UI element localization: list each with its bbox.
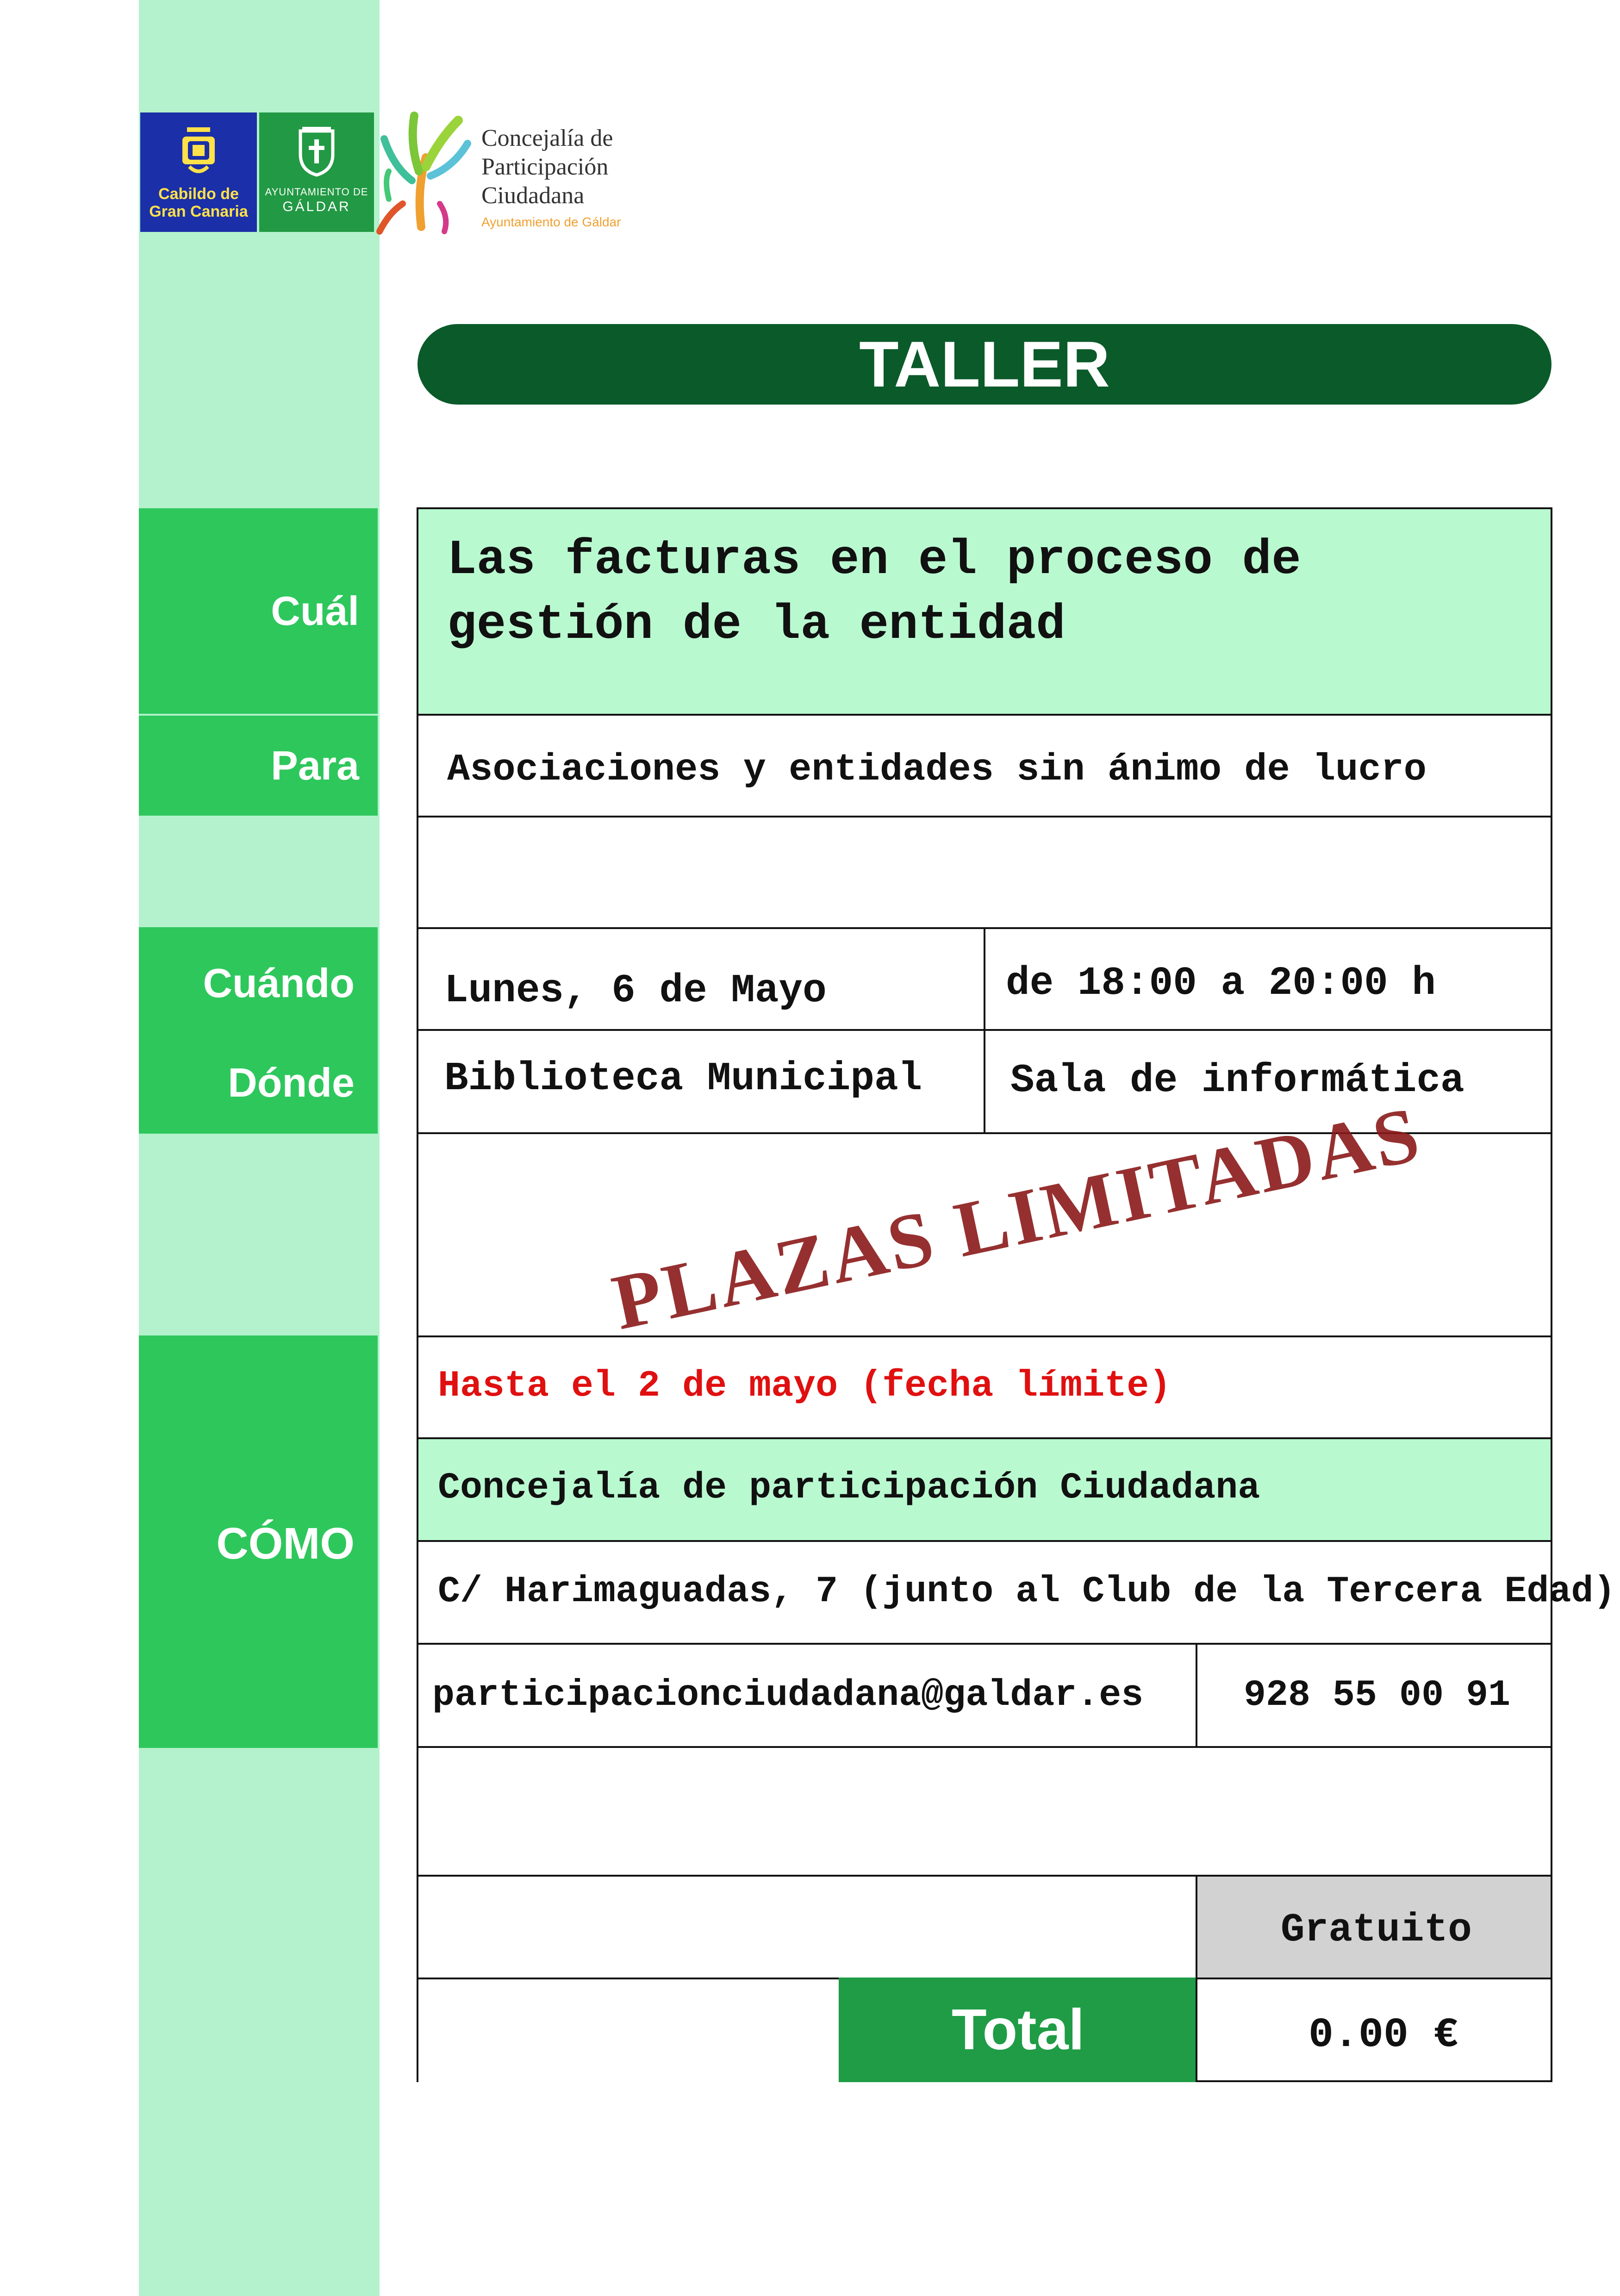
label-como-text: CÓMO <box>216 1519 355 1568</box>
cabildo-crest-icon <box>178 123 219 178</box>
concejalia-line2: Participación <box>481 154 609 180</box>
time-cell <box>984 927 1552 1031</box>
empty-row-2 <box>417 1746 1552 1877</box>
label-para-text: Para <box>271 742 359 788</box>
hands-logo-icon <box>375 111 472 236</box>
date-cell <box>417 927 985 1031</box>
venue-text: Biblioteca Municipal <box>444 1056 922 1101</box>
label-como <box>139 1335 378 1748</box>
ayuntamiento-logo-line1: AYUNTAMIENTO DE <box>265 186 368 198</box>
address-cell <box>417 1540 1616 1645</box>
label-donde-text: Dónde <box>228 1060 355 1105</box>
total-value-cell <box>1196 1978 1552 2082</box>
price-left-cell <box>417 1875 1197 1979</box>
ayuntamiento-logo <box>259 112 374 232</box>
concejalia-sub: Ayuntamiento de Gáldar <box>481 215 621 229</box>
empty-row-1 <box>417 816 1552 929</box>
ayuntamiento-logo-line2: GÁLDAR <box>282 199 351 214</box>
workshop-title-line1: Las facturas en el proceso de <box>447 532 1301 588</box>
label-cuando-donde <box>139 927 378 1134</box>
address-text: C/ Harimaguadas, 7 (junto al Club de la Tercera Edad) <box>438 1571 1616 1613</box>
concejalia-line3: Ciudadana <box>481 182 585 209</box>
concejalia-logo-text <box>481 124 676 230</box>
room-text: Sala de informática <box>1010 1058 1464 1103</box>
date-text: Lunes, 6 de Mayo <box>444 968 827 1013</box>
deadline-cell <box>417 1335 1552 1439</box>
email-cell <box>417 1643 1197 1748</box>
office-text: Concejalía de participación Ciudadana <box>438 1467 1260 1509</box>
total-value: 0.00 € <box>1308 2012 1459 2059</box>
side-strip <box>139 0 380 2296</box>
cabildo-logo <box>140 112 257 232</box>
phone-text: 928 55 00 91 <box>1244 1674 1511 1716</box>
email-text: participacionciudadana@galdar.es <box>432 1674 1144 1716</box>
total-label-cell <box>839 1978 1197 2082</box>
concejalia-line1: Concejalía de <box>481 125 613 151</box>
audience-cell <box>417 714 1552 817</box>
workshop-title-cell <box>417 507 1552 716</box>
label-para <box>139 716 378 816</box>
label-cual <box>139 508 378 714</box>
cabildo-logo-line2: Gran Canaria <box>149 203 248 220</box>
label-cual-text: Cuál <box>271 588 359 634</box>
price-label: Gratuito <box>1281 1907 1472 1953</box>
price-cell <box>1196 1875 1552 1979</box>
galdar-shield-icon <box>296 126 337 177</box>
stamp-text: PLAZAS LIMITADAS <box>605 1090 1429 1347</box>
deadline-text: Hasta el 2 de mayo (fecha límite) <box>438 1365 1171 1407</box>
audience-text: Asociaciones y entidades sin ánimo de lucro <box>447 748 1427 791</box>
total-label: Total <box>952 1998 1084 2062</box>
workshop-title-line2: gestión de la entidad <box>447 597 1065 653</box>
office-cell <box>417 1437 1552 1542</box>
phone-cell <box>1196 1643 1552 1748</box>
cabildo-logo-line1: Cabildo de <box>158 185 239 203</box>
page-title: TALLER <box>859 328 1110 400</box>
label-cuando-text: Cuándo <box>203 960 355 1006</box>
time-text: de 18:00 a 20:00 h <box>1006 961 1436 1006</box>
venue-cell <box>417 1029 985 1134</box>
total-left-border <box>417 1978 418 2082</box>
title-bar <box>417 324 1551 405</box>
